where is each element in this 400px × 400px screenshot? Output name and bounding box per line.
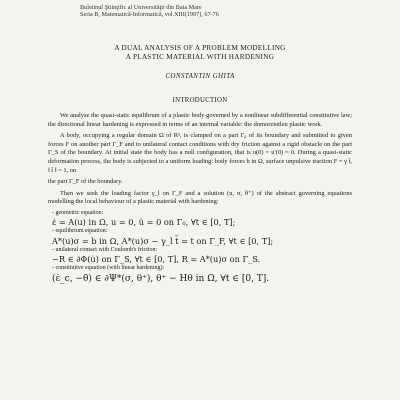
paragraph: A body, occupying a regular domain Ω of R³, is clamped on a part Γ₀ of its boundary and submitted to given forces F on another part Γ_F and to unilateral contact conditions with dry friction against a rigid obstacle on the part Γ_S of the boundary. At initial state the body has a null configuration, that is u(0) = u'(0) = 0. During a quasi-static deformation process, the body is subjected to a uniform loading: body forces b in Ω, surface unpulsive traction F = γ t̄, ‖ t̄ ‖ = 1, on: [48, 132, 352, 174]
author-name: CONSTANTIN GHITA: [165, 72, 235, 80]
body-text: [48, 112, 352, 286]
equation-label: - geometric equation:: [52, 209, 104, 216]
contact-equation: −R ∈ ∂Φ(u̇) on Γ_S, ∀t ∈ [0, T], R = A*(u)σ on Γ_S.: [52, 254, 261, 265]
equilibrium-equation: A*(u)σ = b in Ω, A*(u)σ − γ_l t̄ = t on Γ_F, ∀t ∈ [0, T];: [52, 235, 274, 246]
equation-label: - unilateral contact with Coulomb's friction:: [52, 246, 158, 253]
title-line-2: A PLASTIC MATERIAL WITH HARDENING: [125, 53, 275, 61]
paragraph: the part Γ_F of the boundary.: [48, 178, 123, 186]
journal-name: Buletinul Ştiinţific al Universităţii din Baia Mare: [80, 4, 202, 11]
journal-series: Seria B, Matematică-Informatică, vol.XIII(1997), 67-76: [80, 11, 219, 19]
geometric-equation: ε̇ = A(u) in Ω, u = 0, u̇ = 0 on Γ₀, ∀t ∈ [0, T];: [52, 217, 236, 228]
title-line-1: A DUAL ANALYSIS OF A PROBLEM MODELLING: [114, 44, 286, 52]
paragraph: Then we seek the loading factor γ_l on Γ_F and a solution (u, σ, θ⁺) of the abstract governing equations modelling the local behaviour of a plastic material with hardening:: [48, 189, 352, 206]
section-heading: INTRODUCTION: [172, 97, 228, 104]
journal-header: [80, 4, 320, 19]
paper-title: [40, 44, 360, 62]
equation-label: - equilibrium equation:: [52, 228, 108, 235]
constitutive-equation: (ε̇_c, −θ̇) ∈ ∂Ψ*(σ, θ⁺), θ⁺ − Hθ in Ω, ∀t ∈ [0, T].: [52, 273, 270, 284]
equation-label: - constitutive equation (with linear hardening):: [52, 265, 165, 272]
paragraph: We analyse the quasi-static equilibrum of a plastic body governed by a nonlinear subdifferential constitutive law; the directional linear hardening is expressed in terms of an internal variable: the domorziotleu plastic work.: [48, 112, 352, 128]
